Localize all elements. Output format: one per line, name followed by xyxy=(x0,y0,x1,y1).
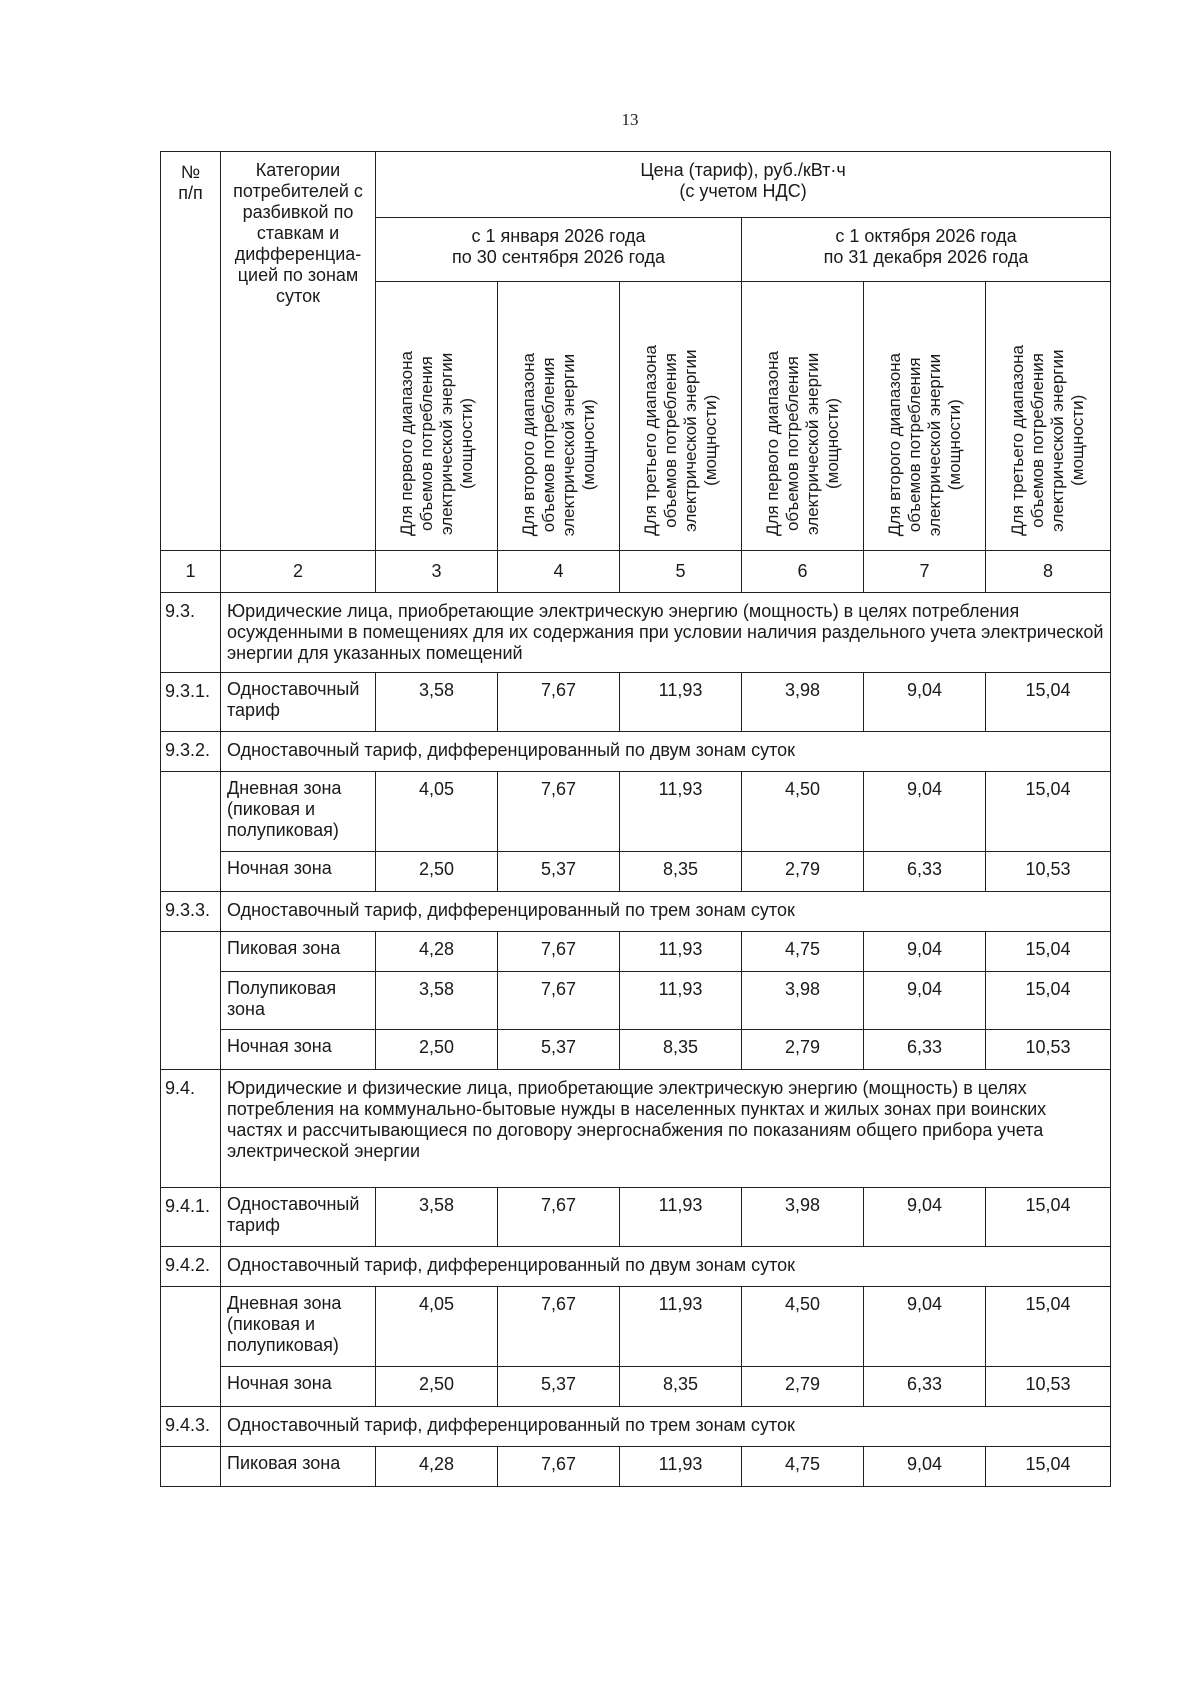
tariff-value: 5,37 xyxy=(498,1367,620,1407)
tariff-value: 9,04 xyxy=(864,1188,986,1247)
header-period-2: с 1 октября 2026 года по 31 декабря 2026 года xyxy=(742,218,1111,282)
table-row xyxy=(161,1287,1111,1367)
header-range-1 xyxy=(376,282,498,551)
tariff-value: 4,75 xyxy=(742,1447,864,1487)
tariff-value: 2,79 xyxy=(742,1030,864,1070)
header-range-4 xyxy=(742,282,864,551)
section-title: Юридические и физические лица, приобретающие электрическую энергию (мощность) в целях потребления на коммунально-бытовые нужды в населенных пунктах и жилых зонах при воинских частях и рассчитывающиеся по договору энергоснабжения по показаниям общего прибора учета электрической энергии xyxy=(221,1070,1111,1188)
tariff-value: 3,98 xyxy=(742,673,864,732)
header-range-label: Для третьего диапазона объемов потребления электрической энергии (мощности) xyxy=(640,345,720,536)
tariff-value: 4,50 xyxy=(742,1287,864,1367)
tariff-value: 3,98 xyxy=(742,1188,864,1247)
table-row xyxy=(161,1030,1111,1070)
tariff-value: 11,93 xyxy=(620,673,742,732)
tariff-value: 9,04 xyxy=(864,1287,986,1367)
row-number: 9.4.1. xyxy=(161,1188,221,1247)
column-number-7: 7 xyxy=(864,551,986,593)
tariff-value: 10,53 xyxy=(986,852,1111,892)
row-number-empty xyxy=(161,1287,221,1367)
tariff-value: 10,53 xyxy=(986,1030,1111,1070)
table-row xyxy=(161,852,1111,892)
header-range-label: Для первого диапазона объемов потребления электрической энергии (мощности) xyxy=(396,350,476,536)
tariff-value: 7,67 xyxy=(498,932,620,972)
column-number-1: 1 xyxy=(161,551,221,593)
tariff-value: 7,67 xyxy=(498,972,620,1030)
table-row xyxy=(161,972,1111,1030)
tariff-value: 7,67 xyxy=(498,1188,620,1247)
row-number-empty xyxy=(161,852,221,892)
tariff-value: 2,50 xyxy=(376,1030,498,1070)
tariff-value: 2,50 xyxy=(376,1367,498,1407)
section-row xyxy=(161,593,1111,673)
tariff-value: 9,04 xyxy=(864,673,986,732)
table-row xyxy=(161,772,1111,852)
row-category: Дневная зона (пиковая и полупиковая) xyxy=(221,1287,376,1367)
tariff-value: 3,58 xyxy=(376,1188,498,1247)
row-category: Пиковая зона xyxy=(221,1447,376,1487)
tariff-value: 4,05 xyxy=(376,1287,498,1367)
header-category: Категории потребителей с разбивкой по ставкам и дифференциа-цией по зонам суток xyxy=(221,152,376,551)
tariff-value: 8,35 xyxy=(620,852,742,892)
tariff-value: 9,04 xyxy=(864,932,986,972)
row-category: Полупиковая зона xyxy=(221,972,376,1030)
tariff-value: 8,35 xyxy=(620,1367,742,1407)
tariff-value: 6,33 xyxy=(864,1030,986,1070)
column-number-2: 2 xyxy=(221,551,376,593)
row-number-empty xyxy=(161,772,221,852)
tariff-value: 11,93 xyxy=(620,1287,742,1367)
section-row xyxy=(161,1247,1111,1287)
section-title: Одноставочный тариф, дифференцированный по двум зонам суток xyxy=(221,1247,1111,1287)
tariff-value: 3,58 xyxy=(376,673,498,732)
header-range-6 xyxy=(986,282,1111,551)
tariff-value: 8,35 xyxy=(620,1030,742,1070)
column-number-4: 4 xyxy=(498,551,620,593)
column-number-3: 3 xyxy=(376,551,498,593)
tariff-value: 7,67 xyxy=(498,1447,620,1487)
header-range-2 xyxy=(498,282,620,551)
row-number-empty xyxy=(161,972,221,1030)
tariff-value: 15,04 xyxy=(986,932,1111,972)
tariff-value: 11,93 xyxy=(620,1188,742,1247)
tariff-value: 9,04 xyxy=(864,1447,986,1487)
row-number-empty xyxy=(161,1447,221,1487)
row-category: Ночная зона xyxy=(221,1367,376,1407)
tariff-value: 11,93 xyxy=(620,772,742,852)
tariff-value: 4,28 xyxy=(376,932,498,972)
row-number: 9.4. xyxy=(161,1070,221,1188)
tariff-value: 15,04 xyxy=(986,972,1111,1030)
tariff-value: 5,37 xyxy=(498,1030,620,1070)
section-row xyxy=(161,1407,1111,1447)
section-title: Одноставочный тариф, дифференцированный по двум зонам суток xyxy=(221,732,1111,772)
tariff-value: 7,67 xyxy=(498,673,620,732)
tariff-value: 15,04 xyxy=(986,1287,1111,1367)
header-range-label: Для третьего диапазона объемов потребления электрической энергии (мощности) xyxy=(1008,345,1088,536)
header-range-label: Для первого диапазона объемов потребления электрической энергии (мощности) xyxy=(762,350,842,536)
column-number-8: 8 xyxy=(986,551,1111,593)
table-row xyxy=(161,673,1111,732)
tariff-value: 2,50 xyxy=(376,852,498,892)
tariff-value: 6,33 xyxy=(864,852,986,892)
header-price: Цена (тариф), руб./кВт·ч (с учетом НДС) xyxy=(376,152,1111,218)
tariff-value: 15,04 xyxy=(986,1188,1111,1247)
section-row xyxy=(161,732,1111,772)
tariff-value: 4,28 xyxy=(376,1447,498,1487)
table-row xyxy=(161,1188,1111,1247)
header-range-5 xyxy=(864,282,986,551)
column-number-6: 6 xyxy=(742,551,864,593)
tariff-value: 11,93 xyxy=(620,932,742,972)
tariff-table xyxy=(160,151,1111,1487)
tariff-value: 3,98 xyxy=(742,972,864,1030)
row-number: 9.3. xyxy=(161,593,221,673)
row-category: Пиковая зона xyxy=(221,932,376,972)
section-title: Одноставочный тариф, дифференцированный по трем зонам суток xyxy=(221,892,1111,932)
section-row xyxy=(161,1070,1111,1188)
row-number: 9.4.2. xyxy=(161,1247,221,1287)
row-number-empty xyxy=(161,1367,221,1407)
row-category: Ночная зона xyxy=(221,852,376,892)
row-category: Одноставочный тариф xyxy=(221,1188,376,1247)
row-number: 9.3.3. xyxy=(161,892,221,932)
header-range-label: Для второго диапазона объемов потребления электрической энергии (мощности) xyxy=(518,352,598,536)
tariff-value: 2,79 xyxy=(742,852,864,892)
row-number: 9.4.3. xyxy=(161,1407,221,1447)
section-title: Юридические лица, приобретающие электрическую энергию (мощность) в целях потребления осужденными в помещениях для их содержания при условии наличия раздельного учета электрической энергии для указанных помещений xyxy=(221,593,1111,673)
tariff-value: 2,79 xyxy=(742,1367,864,1407)
tariff-value: 4,50 xyxy=(742,772,864,852)
tariff-value: 15,04 xyxy=(986,1447,1111,1487)
section-title: Одноставочный тариф, дифференцированный по трем зонам суток xyxy=(221,1407,1111,1447)
tariff-value: 4,05 xyxy=(376,772,498,852)
row-category: Дневная зона (пиковая и полупиковая) xyxy=(221,772,376,852)
tariff-value: 11,93 xyxy=(620,972,742,1030)
table-row xyxy=(161,1447,1111,1487)
row-number-empty xyxy=(161,932,221,972)
header-number: № п/п xyxy=(161,152,221,551)
tariff-value: 9,04 xyxy=(864,972,986,1030)
table-row xyxy=(161,1367,1111,1407)
tariff-value: 5,37 xyxy=(498,852,620,892)
column-number-5: 5 xyxy=(620,551,742,593)
row-category: Одноставочный тариф xyxy=(221,673,376,732)
tariff-value: 11,93 xyxy=(620,1447,742,1487)
tariff-value: 9,04 xyxy=(864,772,986,852)
tariff-value: 10,53 xyxy=(986,1367,1111,1407)
page-number: 13 xyxy=(621,110,639,129)
tariff-value: 7,67 xyxy=(498,772,620,852)
tariff-value: 4,75 xyxy=(742,932,864,972)
tariff-value: 15,04 xyxy=(986,673,1111,732)
header-period-1: с 1 января 2026 года по 30 сентября 2026 года xyxy=(376,218,742,282)
header-range-3 xyxy=(620,282,742,551)
row-number: 9.3.2. xyxy=(161,732,221,772)
tariff-value: 3,58 xyxy=(376,972,498,1030)
row-category: Ночная зона xyxy=(221,1030,376,1070)
table-row xyxy=(161,932,1111,972)
row-number-empty xyxy=(161,1030,221,1070)
header-range-label: Для второго диапазона объемов потребления электрической энергии (мощности) xyxy=(884,352,964,536)
tariff-value: 6,33 xyxy=(864,1367,986,1407)
row-number: 9.3.1. xyxy=(161,673,221,732)
tariff-value: 7,67 xyxy=(498,1287,620,1367)
tariff-value: 15,04 xyxy=(986,772,1111,852)
section-row xyxy=(161,892,1111,932)
